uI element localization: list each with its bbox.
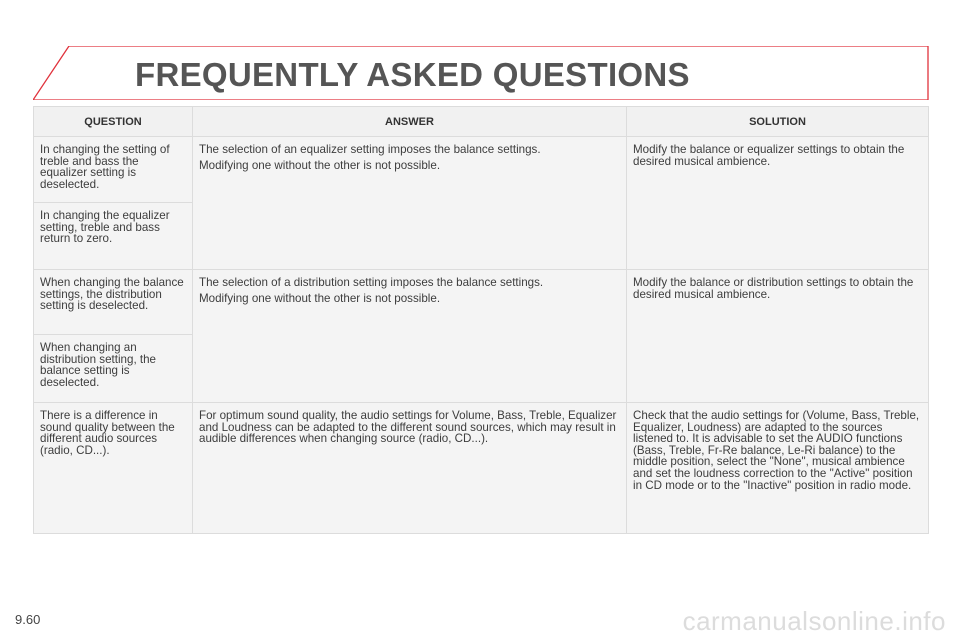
- table-row: [34, 137, 929, 203]
- watermark: carmanualsonline.info: [682, 606, 946, 636]
- answer-text: Modifying one without the other is not possible.: [199, 291, 441, 305]
- solution-cell: Check that the audio settings for (Volume, Bass, Treble, Equalizer, Loudness) are adapted to the sources listened to. It is advisable to set the AUDIO functions (Bass, Treble, Fr-Re balance, Le-Ri balance) to the middle position, select the "None", musical ambience and set the loudness correction to the "Active" position in CD mode or to the "Inactive" position in radio mode.: [627, 403, 929, 534]
- question-cell: When changing an distribution setting, the balance setting is deselected.: [34, 335, 193, 403]
- answer-text: The selection of an equalizer setting imposes the balance settings.: [199, 143, 541, 156]
- question-cell: In changing the setting of treble and bass the equalizer setting is deselected.: [34, 137, 193, 203]
- faq-table: [33, 106, 929, 534]
- table-row: [34, 270, 929, 335]
- question-cell: When changing the balance settings, the distribution setting is deselected.: [34, 270, 193, 335]
- solution-cell: Modify the balance or distribution settings to obtain the desired musical ambience.: [627, 270, 929, 403]
- column-header-question: QUESTION: [34, 107, 193, 137]
- answer-cell: [193, 403, 627, 534]
- answer-text: The selection of a distribution setting imposes the balance settings.: [199, 276, 544, 289]
- answer-text: For optimum sound quality, the audio settings for Volume, Bass, Treble, Equalizer and Loudness can be adapted to the different sound sources, which may result in audible differences when changing source (radio, CD...).: [199, 409, 617, 446]
- solution-cell: Modify the balance or equalizer settings to obtain the desired musical ambience.: [627, 137, 929, 270]
- table-row: [34, 403, 929, 534]
- page-number: 9.60: [15, 612, 41, 627]
- question-cell: There is a difference in sound quality between the different audio sources (radio, CD...).: [34, 403, 193, 534]
- question-cell: In changing the equalizer setting, treble and bass return to zero.: [34, 203, 193, 270]
- table-header-row: [34, 107, 929, 137]
- column-header-solution: SOLUTION: [627, 107, 929, 137]
- answer-text: Modifying one without the other is not possible.: [199, 158, 441, 172]
- column-header-answer: ANSWER: [193, 107, 627, 137]
- page-title: FREQUENTLY ASKED QUESTIONS: [135, 56, 690, 93]
- answer-cell: [193, 270, 627, 403]
- answer-cell: [193, 137, 627, 270]
